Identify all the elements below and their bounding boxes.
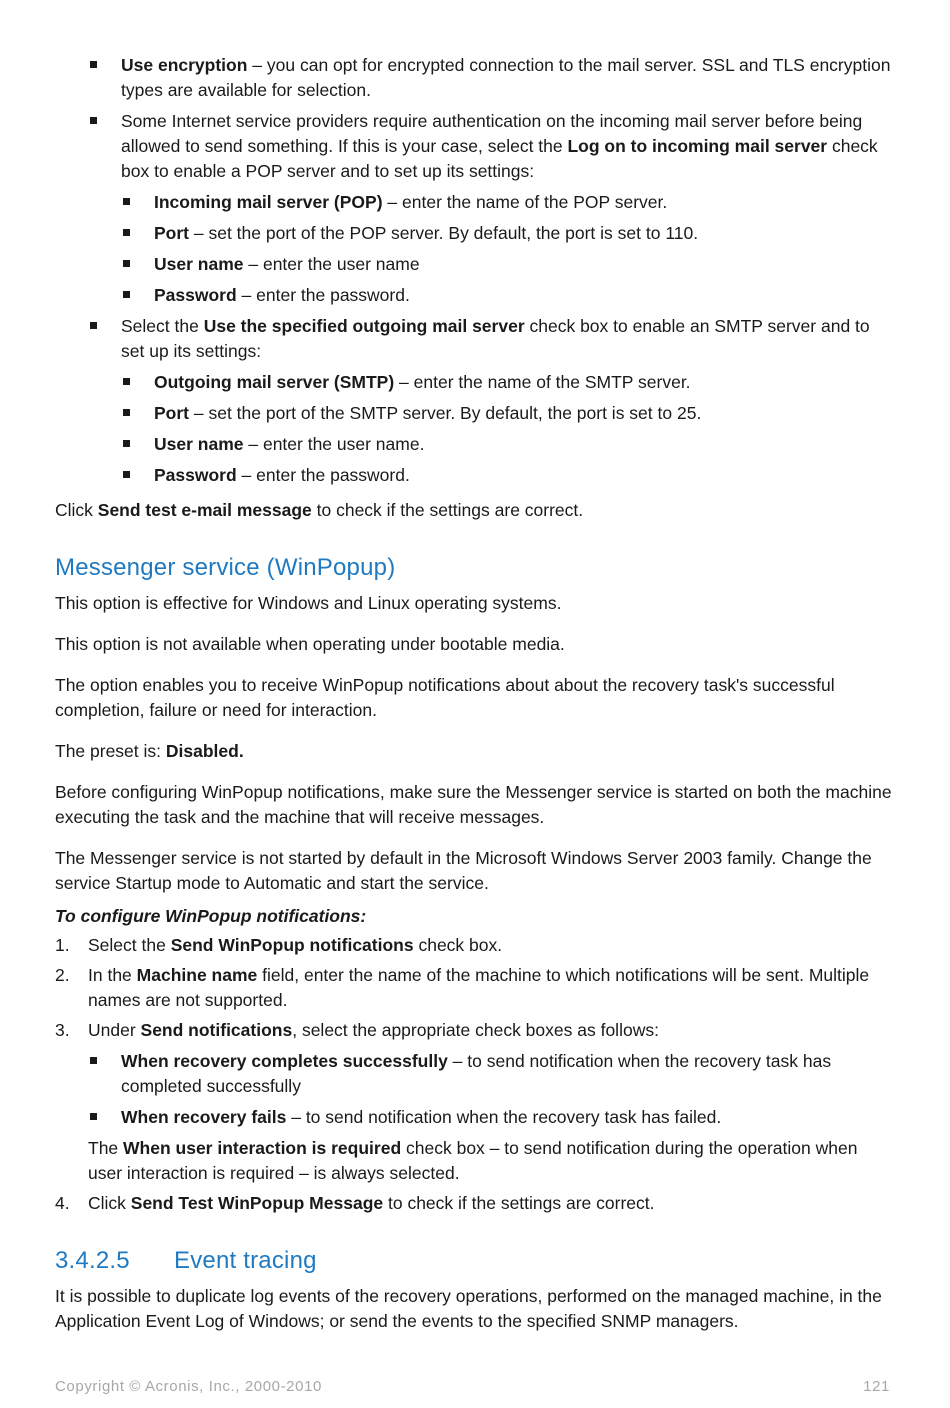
procedure-steps bbox=[55, 933, 895, 1130]
list-item-pop-auth bbox=[55, 109, 895, 308]
list-item bbox=[121, 432, 895, 457]
page-footer bbox=[55, 1374, 890, 1399]
term: Password bbox=[154, 465, 237, 485]
paragraph: The Messenger service is not started by default in the Microsoft Windows Server 2003 family. Change the service Startup mode to Automatic and start the service. bbox=[55, 848, 872, 893]
term: Incoming mail server (POP) bbox=[154, 192, 383, 212]
term: User name bbox=[154, 434, 244, 454]
term: Password bbox=[154, 285, 237, 305]
term: Send Test WinPopup Message bbox=[130, 1193, 384, 1213]
term: Use encryption bbox=[121, 55, 248, 75]
term: Use the specified outgoing mail server bbox=[203, 316, 525, 336]
paragraph: This option is not available when operating under bootable media. bbox=[55, 634, 565, 654]
description: check box to enable an SMTP server and to set up its settings: bbox=[121, 316, 870, 361]
copyright-text: Copyright © Acronis, Inc., 2000-2010 bbox=[55, 1378, 322, 1395]
term: Port bbox=[154, 403, 189, 423]
list-item bbox=[121, 252, 895, 277]
description: – enter the name of the POP server. bbox=[382, 192, 668, 212]
procedure-title: To configure WinPopup notifications: bbox=[55, 906, 367, 926]
paragraph: It is possible to duplicate log events of the recovery operations, performed on the managed machine, in the Application Event Log of Windows; or send the events to the specified SNMP managers. bbox=[55, 1286, 882, 1331]
paragraph: This option is effective for Windows and Linux operating systems. bbox=[55, 593, 562, 613]
preset-value: Disabled. bbox=[165, 741, 244, 761]
term: Port bbox=[154, 223, 189, 243]
pop-settings-list bbox=[121, 190, 895, 308]
list-item bbox=[121, 221, 895, 246]
list-item: When recovery completes successfully – to send notification when the recovery task has completed successfully bbox=[88, 1049, 895, 1099]
term: Send notifications bbox=[140, 1020, 293, 1040]
page-number: 121 bbox=[863, 1378, 890, 1395]
description: Some Internet service providers require authentication on the incoming mail server before being allowed to send something. If this is your case, select the bbox=[121, 111, 863, 156]
description: – enter the password. bbox=[236, 285, 410, 305]
interaction-note: The When user interaction is required check box – to send notification during the operation when user interaction is required – is always selected. bbox=[88, 1138, 858, 1183]
paragraph: The option enables you to receive WinPopup notifications about about the recovery task's successful completion, failure or need for interaction. bbox=[55, 675, 835, 720]
list-item: When recovery fails – to send notification when the recovery task has failed. bbox=[88, 1105, 895, 1130]
email-settings-list bbox=[55, 53, 895, 488]
term: Log on to incoming mail server bbox=[567, 136, 828, 156]
list-item-encryption bbox=[55, 53, 895, 103]
step-number: 1. bbox=[55, 935, 70, 955]
list-item bbox=[121, 370, 895, 395]
term: When user interaction is required bbox=[123, 1138, 402, 1158]
description: – enter the user name bbox=[243, 254, 420, 274]
step-number: 2. bbox=[55, 965, 70, 985]
description: check box to enable a POP server and to set up its settings: bbox=[121, 136, 878, 181]
smtp-settings-list bbox=[121, 370, 895, 488]
step-1: 1. Select the Send WinPopup notifications check box. bbox=[55, 933, 895, 958]
step-4: 4. Click Send Test WinPopup Message to check if the settings are correct. bbox=[55, 1191, 895, 1216]
list-item bbox=[121, 283, 895, 308]
description: – enter the password. bbox=[236, 465, 410, 485]
term: Outgoing mail server (SMTP) bbox=[154, 372, 395, 392]
section-number: 3.4.2.5 bbox=[55, 1247, 130, 1274]
list-item bbox=[121, 463, 895, 488]
description: – you can opt for encrypted connection to the mail server. SSL and TLS encryption types are available for selection. bbox=[121, 55, 891, 100]
step-number: 4. bbox=[55, 1193, 70, 1213]
description: – set the port of the POP server. By default, the port is set to 110. bbox=[189, 223, 699, 243]
description: – set the port of the SMTP server. By default, the port is set to 25. bbox=[189, 403, 702, 423]
list-item bbox=[121, 401, 895, 426]
term: Machine name bbox=[136, 965, 258, 985]
click-send-test-paragraph: Click Send test e-mail message to check if the settings are correct. bbox=[55, 500, 584, 520]
description: – enter the name of the SMTP server. bbox=[394, 372, 691, 392]
list-item bbox=[121, 190, 895, 215]
paragraph: Before configuring WinPopup notifications, make sure the Messenger service is started on both the machine executing the task and the machine that will receive messages. bbox=[55, 782, 892, 827]
event-tracing-heading bbox=[55, 1246, 895, 1276]
step-3: 3. Under Send notifications, select the appropriate check boxes as follows: When recovery completes successfully – to send notification when the recovery task has completed successfully When recovery fails – to send notification when the recovery task has failed. bbox=[55, 1018, 895, 1130]
description: Select the bbox=[121, 316, 204, 336]
description: – enter the user name. bbox=[243, 434, 425, 454]
term: When recovery completes successfully bbox=[121, 1051, 448, 1071]
term: When recovery fails bbox=[121, 1107, 287, 1127]
list-item-smtp bbox=[55, 314, 895, 488]
term: User name bbox=[154, 254, 244, 274]
procedure-steps-continued bbox=[55, 1191, 895, 1216]
term: Send WinPopup notifications bbox=[170, 935, 414, 955]
messenger-service-heading: Messenger service (WinPopup) bbox=[55, 554, 396, 581]
section-title: Event tracing bbox=[174, 1247, 317, 1274]
document-page bbox=[55, 53, 895, 1350]
step-2: 2. In the Machine name field, enter the name of the machine to which notifications will be sent. Multiple names are not supported. bbox=[55, 965, 870, 1010]
preset-paragraph: The preset is: Disabled. bbox=[55, 741, 244, 761]
notification-options-list bbox=[88, 1049, 895, 1130]
step-number: 3. bbox=[55, 1020, 70, 1040]
term: Send test e-mail message bbox=[97, 500, 312, 520]
